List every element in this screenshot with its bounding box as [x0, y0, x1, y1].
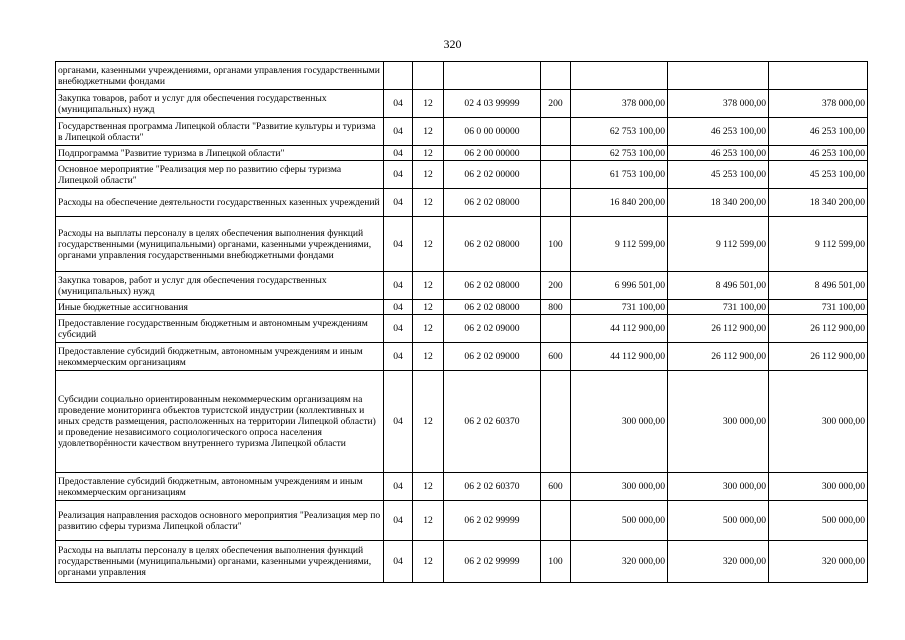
- amount-year1-cell: 300 000,00: [571, 473, 668, 501]
- table-row: [56, 315, 868, 343]
- table-row: [56, 300, 868, 315]
- expense-type-cell: [541, 501, 571, 541]
- expense-type-cell: 600: [541, 343, 571, 371]
- row-name-cell: Расходы на выплаты персоналу в целях обеспечения выполнения функций государственными (муниципальными) органами, казенными учреждениями, органами управления государственными внебюджетными фондами: [56, 217, 384, 272]
- row-name-cell: органами, казенными учреждениями, органами управления государственными внебюджетными фондами: [56, 62, 384, 90]
- section-cell: 04: [384, 473, 413, 501]
- row-name-cell: Субсидии социально ориентированным некоммерческим организациям на проведение мониторинга объектов туристской индустрии (коллективных и иных средств размещения, расположенных на территории Липецкой области) и проведение независимого социологического опроса населения удовлетворённости качеством внутреннего туризма Липецкой области: [56, 371, 384, 473]
- target-article-cell: 06 2 02 08000: [444, 217, 541, 272]
- amount-year1-cell: [571, 62, 668, 90]
- row-name-cell: Предоставление субсидий бюджетным, автономным учреждениям и иным некоммерческим организациям: [56, 343, 384, 371]
- row-name-cell: Расходы на обеспечение деятельности государственных казенных учреждений: [56, 189, 384, 217]
- subsection-cell: 12: [413, 315, 444, 343]
- subsection-cell: 12: [413, 90, 444, 118]
- expense-type-cell: [541, 62, 571, 90]
- subsection-cell: [413, 62, 444, 90]
- amount-year3-cell: 300 000,00: [769, 473, 868, 501]
- amount-year3-cell: 26 112 900,00: [769, 343, 868, 371]
- row-name-cell: Иные бюджетные ассигнования: [56, 300, 384, 315]
- section-cell: 04: [384, 118, 413, 146]
- row-name-cell: Предоставление субсидий бюджетным, автономным учреждениям и иным некоммерческим организациям: [56, 473, 384, 501]
- amount-year2-cell: [668, 62, 769, 90]
- amount-year3-cell: 300 000,00: [769, 371, 868, 473]
- subsection-cell: 12: [413, 473, 444, 501]
- amount-year2-cell: 45 253 100,00: [668, 161, 769, 189]
- section-cell: 04: [384, 189, 413, 217]
- amount-year1-cell: 62 753 100,00: [571, 146, 668, 161]
- amount-year1-cell: 62 753 100,00: [571, 118, 668, 146]
- amount-year2-cell: 46 253 100,00: [668, 146, 769, 161]
- amount-year3-cell: 731 100,00: [769, 300, 868, 315]
- target-article-cell: 06 2 02 09000: [444, 315, 541, 343]
- amount-year2-cell: 300 000,00: [668, 473, 769, 501]
- table-row: [56, 473, 868, 501]
- target-article-cell: 06 2 02 60370: [444, 371, 541, 473]
- expense-type-cell: [541, 189, 571, 217]
- amount-year2-cell: 26 112 900,00: [668, 343, 769, 371]
- table-row: [56, 161, 868, 189]
- target-article-cell: 06 2 02 09000: [444, 343, 541, 371]
- section-cell: 04: [384, 90, 413, 118]
- amount-year2-cell: 18 340 200,00: [668, 189, 769, 217]
- section-cell: 04: [384, 146, 413, 161]
- section-cell: 04: [384, 161, 413, 189]
- amount-year1-cell: 61 753 100,00: [571, 161, 668, 189]
- amount-year3-cell: 500 000,00: [769, 501, 868, 541]
- amount-year2-cell: 320 000,00: [668, 541, 769, 583]
- target-article-cell: 06 2 02 08000: [444, 300, 541, 315]
- amount-year2-cell: 300 000,00: [668, 371, 769, 473]
- amount-year2-cell: 731 100,00: [668, 300, 769, 315]
- amount-year1-cell: 44 112 900,00: [571, 343, 668, 371]
- row-name-cell: Закупка товаров, работ и услуг для обеспечения государственных (муниципальных) нужд: [56, 90, 384, 118]
- row-name-cell: Государственная программа Липецкой области "Развитие культуры и туризма в Липецкой области": [56, 118, 384, 146]
- target-article-cell: 06 2 02 08000: [444, 272, 541, 300]
- subsection-cell: 12: [413, 217, 444, 272]
- subsection-cell: 12: [413, 118, 444, 146]
- section-cell: 04: [384, 501, 413, 541]
- row-name-cell: Предоставление государственным бюджетным и автономным учреждениям субсидий: [56, 315, 384, 343]
- amount-year3-cell: 45 253 100,00: [769, 161, 868, 189]
- table-row: [56, 501, 868, 541]
- subsection-cell: 12: [413, 541, 444, 583]
- amount-year2-cell: 378 000,00: [668, 90, 769, 118]
- table-row: [56, 118, 868, 146]
- target-article-cell: 06 2 02 00000: [444, 161, 541, 189]
- table-row: [56, 189, 868, 217]
- amount-year1-cell: 320 000,00: [571, 541, 668, 583]
- expense-type-cell: [541, 146, 571, 161]
- expense-type-cell: 200: [541, 272, 571, 300]
- subsection-cell: 12: [413, 343, 444, 371]
- target-article-cell: 06 0 00 00000: [444, 118, 541, 146]
- amount-year1-cell: 731 100,00: [571, 300, 668, 315]
- subsection-cell: 12: [413, 161, 444, 189]
- expense-type-cell: 100: [541, 541, 571, 583]
- subsection-cell: 12: [413, 300, 444, 315]
- row-name-cell: Реализация направления расходов основного мероприятия "Реализация мер по развитию сферы туризма Липецкой области": [56, 501, 384, 541]
- section-cell: 04: [384, 541, 413, 583]
- table-row: [56, 146, 868, 161]
- amount-year1-cell: 6 996 501,00: [571, 272, 668, 300]
- expense-type-cell: [541, 371, 571, 473]
- amount-year2-cell: 8 496 501,00: [668, 272, 769, 300]
- expense-type-cell: [541, 315, 571, 343]
- expense-type-cell: 600: [541, 473, 571, 501]
- amount-year1-cell: 378 000,00: [571, 90, 668, 118]
- amount-year1-cell: 300 000,00: [571, 371, 668, 473]
- target-article-cell: 06 2 00 00000: [444, 146, 541, 161]
- page-number: 320: [443, 37, 462, 51]
- expense-type-cell: [541, 118, 571, 146]
- amount-year2-cell: 46 253 100,00: [668, 118, 769, 146]
- amount-year1-cell: 16 840 200,00: [571, 189, 668, 217]
- subsection-cell: 12: [413, 189, 444, 217]
- section-cell: [384, 62, 413, 90]
- section-cell: 04: [384, 371, 413, 473]
- amount-year2-cell: 500 000,00: [668, 501, 769, 541]
- row-name-cell: Расходы на выплаты персоналу в целях обеспечения выполнения функций государственными (муниципальными) органами, казенными учреждениями, органами управления: [56, 541, 384, 583]
- target-article-cell: [444, 62, 541, 90]
- table-row: [56, 371, 868, 473]
- row-name-cell: Подпрограмма "Развитие туризма в Липецкой области": [56, 146, 384, 161]
- section-cell: 04: [384, 272, 413, 300]
- expense-type-cell: 200: [541, 90, 571, 118]
- target-article-cell: 06 2 02 99999: [444, 541, 541, 583]
- amount-year2-cell: 9 112 599,00: [668, 217, 769, 272]
- target-article-cell: 06 2 02 60370: [444, 473, 541, 501]
- target-article-cell: 02 4 03 99999: [444, 90, 541, 118]
- expense-type-cell: 100: [541, 217, 571, 272]
- section-cell: 04: [384, 217, 413, 272]
- table-row: [56, 62, 868, 90]
- subsection-cell: 12: [413, 272, 444, 300]
- section-cell: 04: [384, 315, 413, 343]
- table-row: [56, 90, 868, 118]
- amount-year2-cell: 26 112 900,00: [668, 315, 769, 343]
- amount-year3-cell: 320 000,00: [769, 541, 868, 583]
- budget-table: [55, 61, 868, 583]
- subsection-cell: 12: [413, 371, 444, 473]
- target-article-cell: 06 2 02 08000: [444, 189, 541, 217]
- amount-year1-cell: 500 000,00: [571, 501, 668, 541]
- amount-year3-cell: 9 112 599,00: [769, 217, 868, 272]
- expense-type-cell: [541, 161, 571, 189]
- table-row: [56, 217, 868, 272]
- amount-year3-cell: 378 000,00: [769, 90, 868, 118]
- section-cell: 04: [384, 343, 413, 371]
- table-row: [56, 541, 868, 583]
- expense-type-cell: 800: [541, 300, 571, 315]
- amount-year3-cell: 46 253 100,00: [769, 146, 868, 161]
- amount-year3-cell: [769, 62, 868, 90]
- section-cell: 04: [384, 300, 413, 315]
- amount-year3-cell: 8 496 501,00: [769, 272, 868, 300]
- table-row: [56, 343, 868, 371]
- row-name-cell: Основное мероприятие "Реализация мер по развитию сферы туризма Липецкой области": [56, 161, 384, 189]
- subsection-cell: 12: [413, 501, 444, 541]
- amount-year3-cell: 26 112 900,00: [769, 315, 868, 343]
- row-name-cell: Закупка товаров, работ и услуг для обеспечения государственных (муниципальных) нужд: [56, 272, 384, 300]
- amount-year3-cell: 46 253 100,00: [769, 118, 868, 146]
- target-article-cell: 06 2 02 99999: [444, 501, 541, 541]
- amount-year1-cell: 44 112 900,00: [571, 315, 668, 343]
- subsection-cell: 12: [413, 146, 444, 161]
- amount-year3-cell: 18 340 200,00: [769, 189, 868, 217]
- amount-year1-cell: 9 112 599,00: [571, 217, 668, 272]
- table-row: [56, 272, 868, 300]
